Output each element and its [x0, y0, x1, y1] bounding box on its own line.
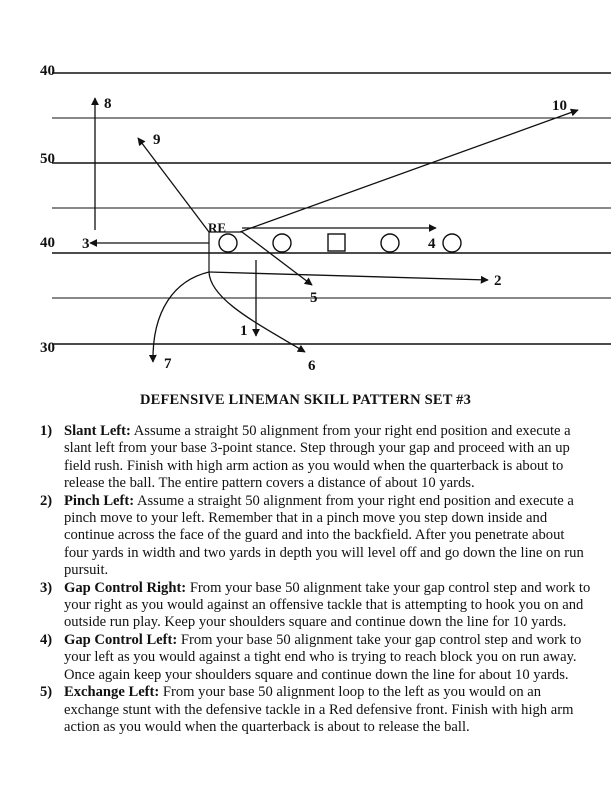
center-square — [328, 234, 345, 251]
list-item — [30, 423, 592, 493]
right-end-label: RE — [208, 220, 227, 235]
drill-number: 4) — [40, 631, 53, 648]
yard-number: 40 — [40, 235, 55, 251]
route-1-label: 1 — [240, 323, 248, 339]
offensive-player-circle — [273, 234, 291, 252]
drill-name: Exchange Left: — [64, 684, 160, 701]
drill-list — [30, 423, 592, 736]
route-2-arrow — [209, 272, 488, 280]
list-item — [30, 684, 592, 736]
route-6-label: 6 — [308, 358, 316, 374]
route-3-label: 3 — [82, 236, 90, 252]
route-10-label: 10 — [552, 98, 567, 114]
drill-number: 1) — [40, 423, 53, 439]
route-8-label: 8 — [104, 96, 112, 112]
route-6-arrow — [209, 272, 305, 352]
offensive-player-circle — [219, 234, 237, 252]
route-5-label: 5 — [310, 290, 318, 306]
route-7-label: 7 — [164, 356, 172, 372]
route-7-arrow — [153, 272, 209, 362]
route-10-arrow — [240, 110, 578, 232]
drill-description: From your base 50 alignment take your gap control step and work to your right as you would against an offensive tackle that is attempting to hook you on and outside run play. Keep your shoulders square and continue down the line for 10 yards. — [64, 579, 591, 631]
route-9-label: 9 — [153, 132, 161, 148]
route-2-label: 2 — [494, 273, 502, 289]
drill-description: From your base 50 alignment take your gap control step and work to your left as you would against a tight end who is trying to reach block you on run away. Once again keep your shoulders square and continue down the line for about 10 yards. — [64, 631, 582, 683]
drill-description: From your base 50 alignment loop to the left as you would on an exchange stunt with the defensive tackle in a Red defensive front. Finish with high arm action as you would when the quarterback is about to release the ball. — [64, 684, 574, 735]
list-item — [30, 493, 592, 580]
page-title: DEFENSIVE LINEMAN SKILL PATTERN SET #3 — [139, 392, 472, 408]
list-item — [30, 632, 592, 684]
drill-name: Pinch Left: — [64, 492, 135, 509]
list-item — [30, 580, 592, 632]
yard-number: 50 — [40, 151, 55, 167]
pattern-diagram — [0, 0, 611, 385]
drill-name: Slant Left: — [64, 423, 131, 439]
yard-number: 30 — [40, 340, 55, 356]
drill-number: 3) — [40, 579, 53, 596]
offensive-player-circle — [443, 234, 461, 252]
yard-number: 40 — [40, 63, 55, 79]
drill-name: Gap Control Right: — [64, 579, 187, 596]
drill-number: 5) — [40, 684, 53, 701]
drill-name: Gap Control Left: — [64, 631, 178, 648]
drill-description: Assume a straight 50 alignment from your right end position and execute a pinch move to your left. Remember that in a pinch move you step down inside and continue across the face of the guard and into the backfield. After you penetrate about four yards in width and two yards in depth you will level off and go down the line on run pursuit. — [64, 492, 584, 579]
drill-number: 2) — [40, 492, 53, 509]
route-4-label: 4 — [428, 236, 436, 252]
drill-description: Assume a straight 50 alignment from your right end position and execute a slant left from your base 3-point stance. Step through your gap and proceed with an up field rush. Finish with high arm action as you would when the quarterback is about to release the ball. The entire pattern covers a distance of about 10 yards. — [64, 423, 571, 492]
route-9-arrow — [138, 138, 209, 232]
offensive-player-circle — [381, 234, 399, 252]
